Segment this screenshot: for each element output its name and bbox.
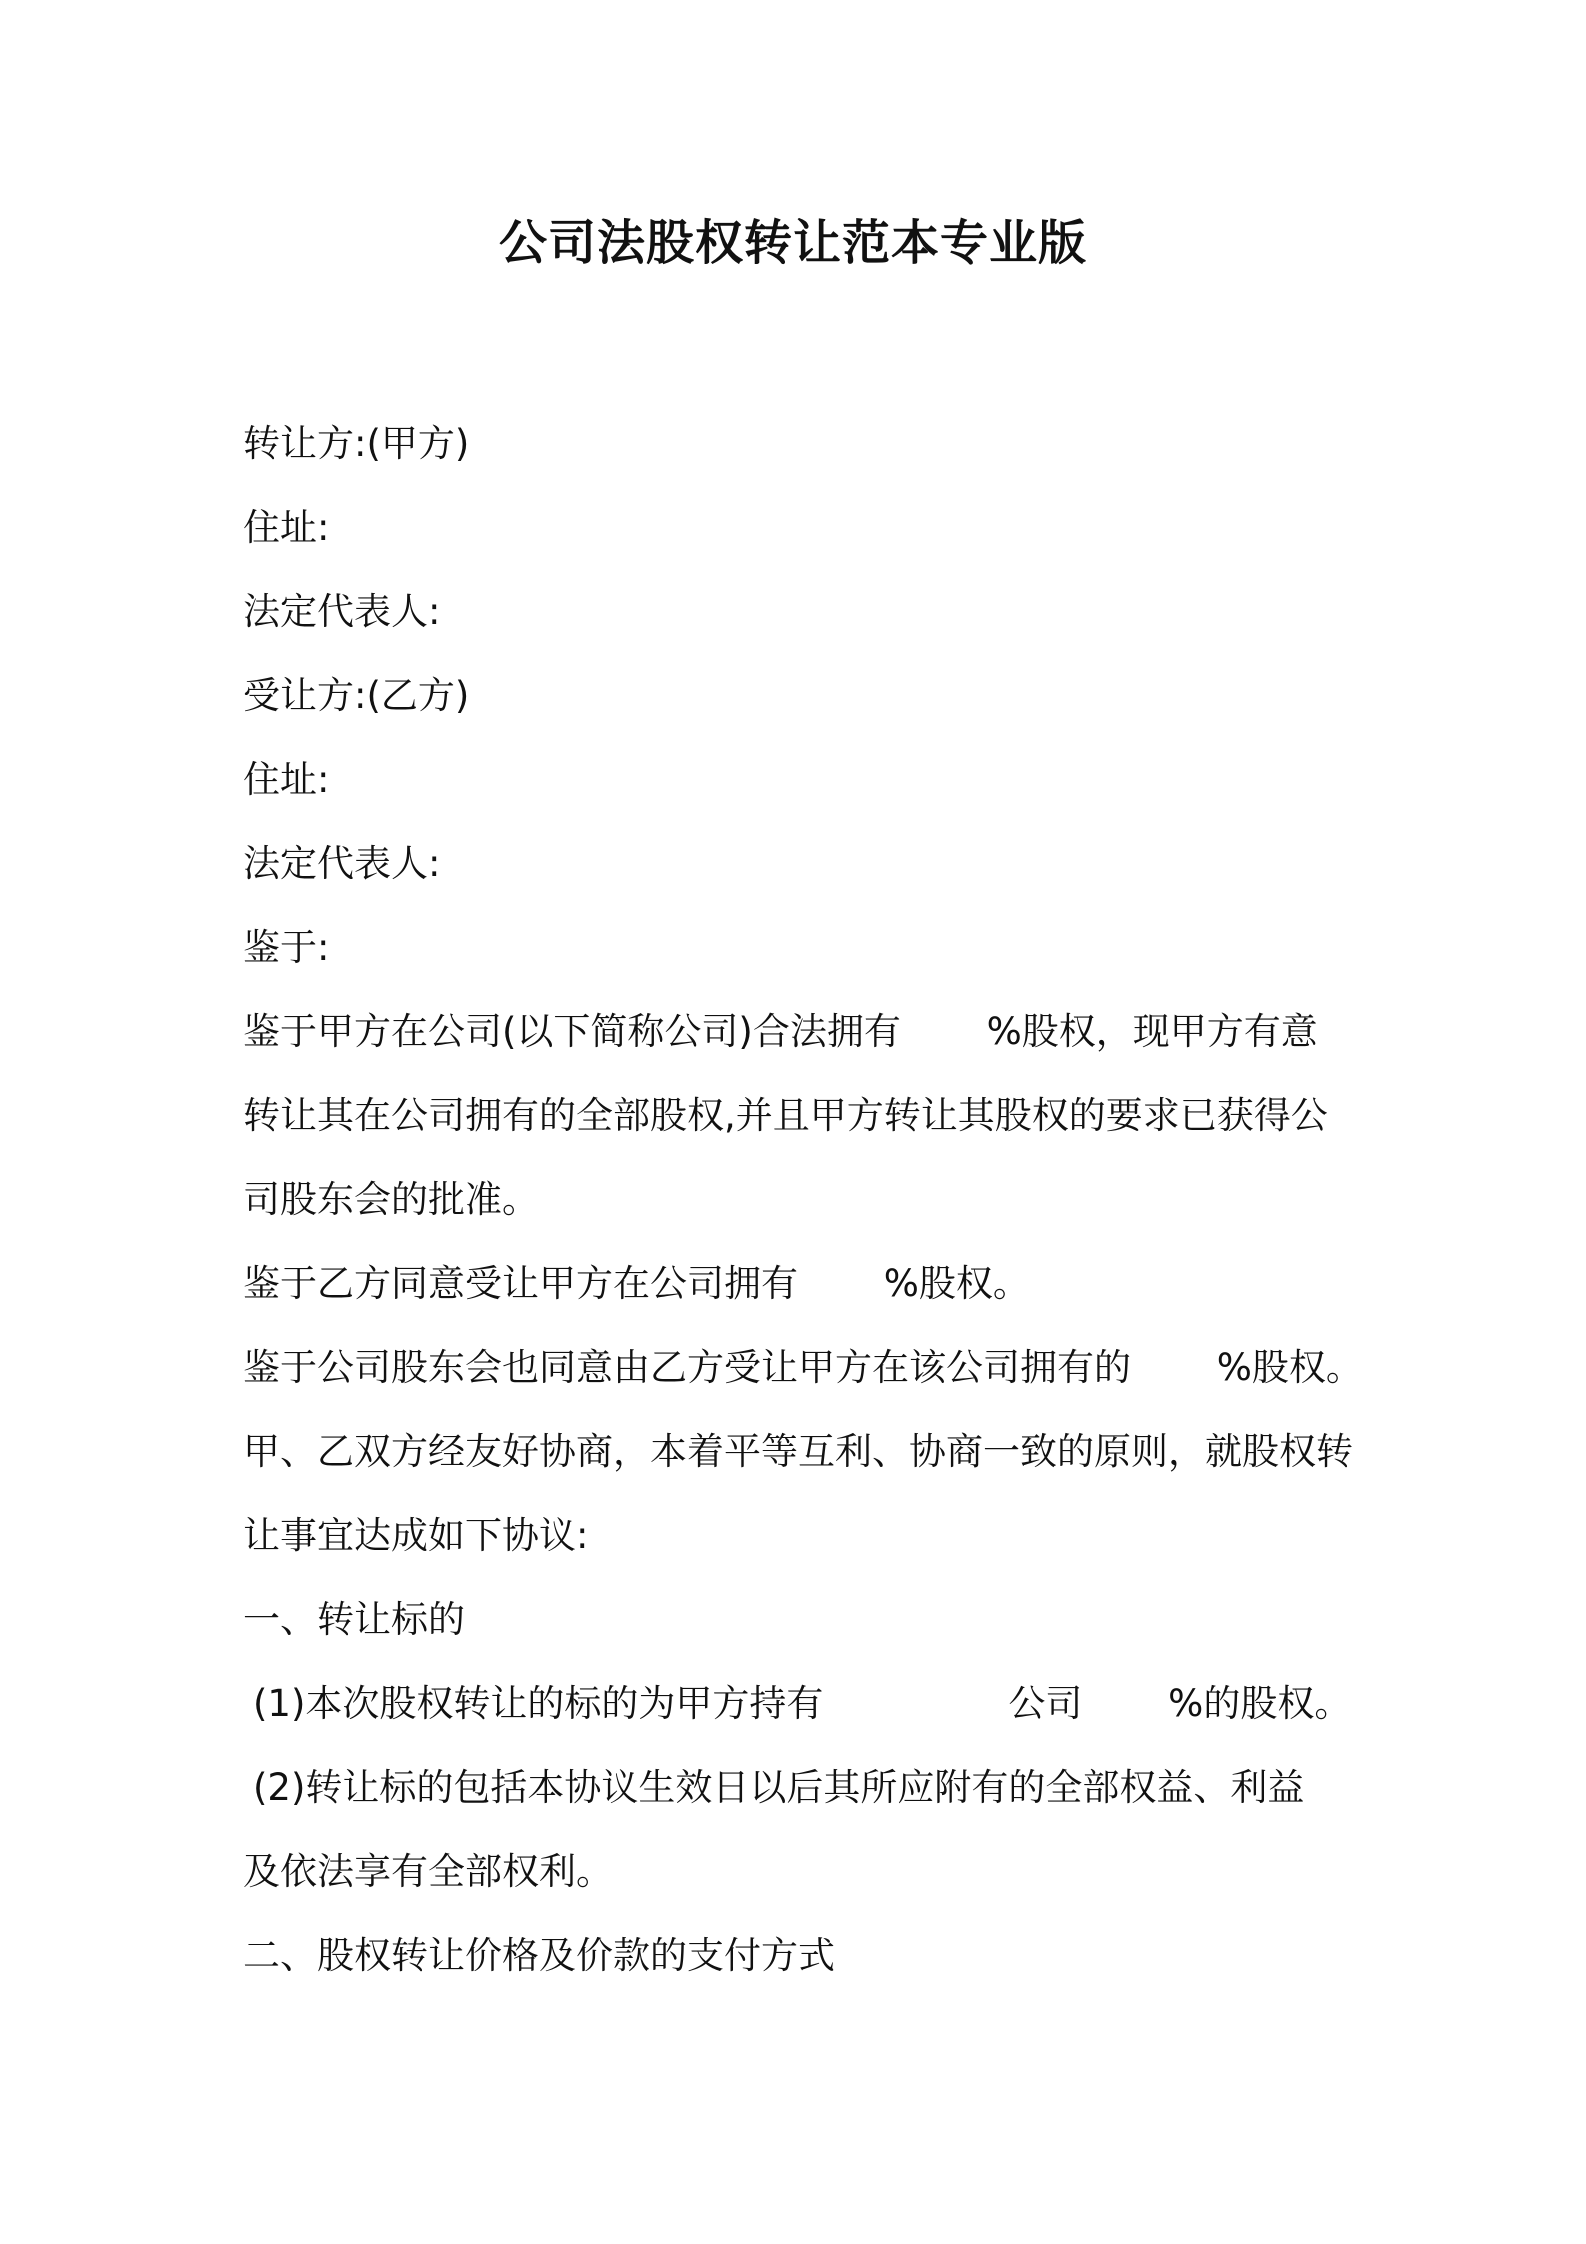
section-2-heading: 二、股权转让价格及价款的支付方式 xyxy=(243,1934,835,1977)
agreement-intro-line-1: 甲、乙双方经友好协商，本着平等互利、协商一致的原则，就股权转 xyxy=(243,1430,1353,1473)
transferee-address-line: 住址: xyxy=(243,758,330,801)
agreement-intro-line-2: 让事宜达成如下协议: xyxy=(243,1514,589,1557)
whereas-clause-1-line-1: 鉴于甲方在公司(以下简称公司)合法拥有 %股权，现甲方有意 xyxy=(243,1010,1318,1053)
document-body xyxy=(243,402,1363,1998)
transferor-representative-line: 法定代表人: xyxy=(243,590,441,633)
section-1-item-2-line-1: (2)转让标的包括本协议生效日以后其所应附有的全部权益、利益 xyxy=(253,1766,1305,1809)
transferee-line: 受让方:(乙方) xyxy=(243,674,470,717)
whereas-clause-2: 鉴于乙方同意受让甲方在公司拥有 %股权。 xyxy=(243,1262,1030,1305)
transferee-representative-line: 法定代表人: xyxy=(243,842,441,885)
transferor-address-line: 住址: xyxy=(243,506,330,549)
whereas-clause-1-line-2: 转让其在公司拥有的全部股权,并且甲方转让其股权的要求已获得公 xyxy=(243,1094,1328,1137)
whereas-clause-3: 鉴于公司股东会也同意由乙方受让甲方在该公司拥有的 %股权。 xyxy=(243,1346,1363,1389)
transferor-line: 转让方:(甲方) xyxy=(243,422,470,465)
section-1-item-2-line-2: 及依法享有全部权利。 xyxy=(243,1850,613,1893)
whereas-heading: 鉴于: xyxy=(243,926,330,969)
whereas-clause-1-line-3: 司股东会的批准。 xyxy=(243,1178,539,1221)
section-1-item-1: (1)本次股权转让的标的为甲方持有 公司 %的股权。 xyxy=(253,1682,1352,1725)
section-1-heading: 一、转让标的 xyxy=(243,1598,465,1641)
document-title: 公司法股权转让范本专业版 xyxy=(498,215,1087,271)
